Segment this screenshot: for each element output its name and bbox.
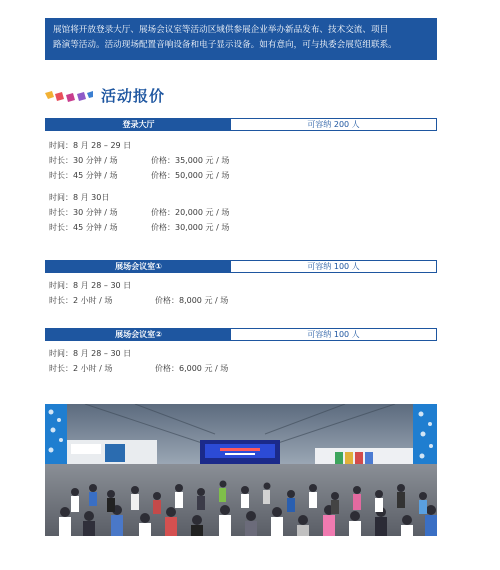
time-label: 时间：8 月 28 – 30 日 <box>49 281 132 290</box>
price-label: 价格：30,000 元 / 场 <box>151 223 230 232</box>
duration-label: 时长：30 分钟 / 场 <box>49 208 118 217</box>
duration-label: 时长：45 分钟 / 场 <box>49 223 118 232</box>
crowd-hall-image <box>45 404 437 536</box>
price-label: 价格：20,000 元 / 场 <box>151 208 230 217</box>
time-label: 时间：8 月 28 – 29 日 <box>49 141 132 150</box>
price-label: 价格：6,000 元 / 场 <box>155 364 229 373</box>
venue-capacity: 可容纳 100 人 <box>307 330 360 339</box>
venue-header-meeting-room-2 <box>45 328 437 341</box>
venue-header-lobby <box>45 118 437 131</box>
decorative-ribbon-icon <box>45 91 93 103</box>
duration-label: 时长：30 分钟 / 场 <box>49 156 118 165</box>
price-label: 价格：50,000 元 / 场 <box>151 171 230 180</box>
venue-name: 展场会议室② <box>46 329 231 340</box>
time-label: 时间：8 月 30日 <box>49 193 110 202</box>
duration-label: 时长：2 小时 / 场 <box>49 364 113 373</box>
venue-header-meeting-room-1 <box>45 260 437 273</box>
duration-label: 时长：2 小时 / 场 <box>49 296 113 305</box>
venue-capacity: 可容纳 200 人 <box>307 120 360 129</box>
venue-name: 登录大厅 <box>46 119 231 130</box>
section-heading <box>45 85 245 105</box>
intro-banner <box>45 18 437 60</box>
time-label: 时间：8 月 28 – 30 日 <box>49 349 132 358</box>
intro-line-1: 展馆将开放登录大厅、展场会议室等活动区域供参展企业举办新品发布、技术交流、项目 <box>53 25 389 35</box>
section-title: 活动报价 <box>101 87 166 105</box>
intro-line-2: 路演等活动。活动现场配置音响设备和电子显示设备。如有意向，可与执委会展览组联系。 <box>53 40 397 50</box>
venue-capacity: 可容纳 100 人 <box>307 262 360 271</box>
event-photo <box>45 404 437 536</box>
duration-label: 时长：45 分钟 / 场 <box>49 171 118 180</box>
venue-name: 展场会议室① <box>46 261 231 272</box>
price-label: 价格：8,000 元 / 场 <box>155 296 229 305</box>
price-label: 价格：35,000 元 / 场 <box>151 156 230 165</box>
